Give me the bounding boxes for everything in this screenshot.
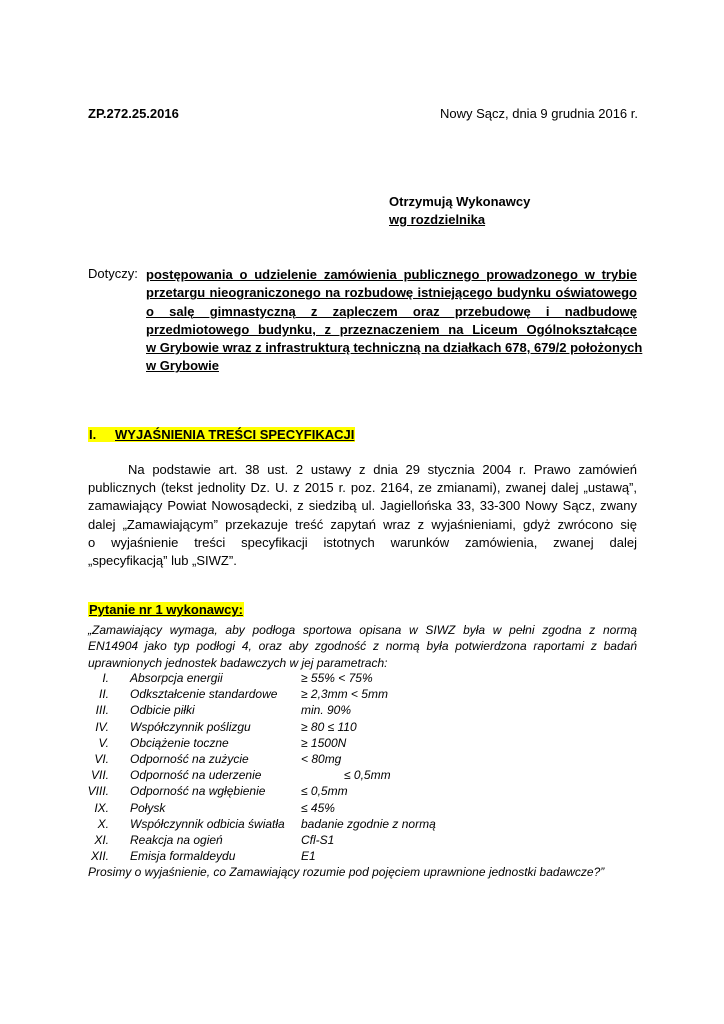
- subject-line: w Grybowie: [146, 358, 219, 374]
- parameter-label: Odporność na uderzenie: [130, 768, 262, 783]
- question-quote: [88, 622, 637, 671]
- quote-line: uprawnionych jednostek badawczych w jej parametrach:: [88, 655, 388, 670]
- parameter-value: ≥ 55% < 75%: [301, 671, 373, 685]
- parameter-label: Reakcja na ogień: [130, 832, 223, 847]
- parameter-list: [88, 670, 637, 864]
- parameter-number: II.: [98, 687, 109, 702]
- parameter-number: X.: [97, 816, 109, 831]
- parameter-number: VIII.: [87, 784, 109, 799]
- parameter-label: Odporność na wgłębienie: [130, 784, 266, 799]
- parameter-value: E1: [301, 849, 316, 864]
- parameter-number: VI.: [94, 751, 109, 766]
- parameter-row: [88, 767, 637, 783]
- question-title: Pytanie nr 1 wykonawcy:: [89, 602, 243, 617]
- section-number: I.: [89, 427, 97, 442]
- parameter-row: [88, 702, 637, 718]
- subject-line: o salę gimnastyczną z zapleczem oraz przebudowę i nadbudowę: [146, 303, 637, 319]
- quote-line: EN14904 jako typ podłogi 4, oraz aby zgodność z normą była potwierdzona raportami z badań: [88, 639, 637, 654]
- quote-line: „Zamawiający wymaga, aby podłoga sportowa opisana w SIWZ była w pełni zgodna z normą: [88, 623, 637, 637]
- parameter-number: VII.: [90, 768, 109, 783]
- parameter-value: badanie zgodnie z normą: [301, 816, 436, 831]
- parameter-number: XI.: [94, 832, 109, 847]
- place-and-date: Nowy Sącz, dnia 9 grudnia 2016 r.: [439, 106, 638, 121]
- distribution-list-line: wg rozdzielnika: [389, 212, 486, 227]
- section-heading: [88, 427, 355, 442]
- subject-line: przedmiotowego budynku, z przeznaczeniem na Liceum Ogólnokształcące: [146, 321, 637, 337]
- parameter-label: Obciążenie toczne: [130, 735, 229, 750]
- parameter-number: XII.: [90, 849, 109, 864]
- parameter-value: ≥ 1500N: [301, 735, 347, 750]
- parameter-label: Absorpcja energii: [130, 671, 223, 685]
- paragraph-line: dalej „Zamawiającym” przekazuje treść zapytań wraz z wyjaśnieniami, gdyż zwrócono się: [88, 516, 637, 532]
- paragraph-line: „specyfikacją” lub „SIWZ”.: [88, 553, 237, 569]
- parameter-label: Współczynnik odbicia światła: [130, 816, 285, 831]
- subject-text: [146, 266, 643, 376]
- parameter-number: I.: [102, 671, 109, 685]
- recipients-line: Otrzymują Wykonawcy: [389, 194, 531, 209]
- parameter-value: Cfl-S1: [301, 832, 335, 847]
- parameter-row: [88, 686, 637, 702]
- parameter-row: [88, 783, 637, 799]
- parameter-number: V.: [98, 735, 109, 750]
- parameter-value: ≤ 0,5mm: [301, 784, 348, 799]
- parameter-label: Połysk: [130, 800, 166, 815]
- paragraph-line: Na podstawie art. 38 ust. 2 ustawy z dnia 29 stycznia 2004 r. Prawo zamówień: [128, 462, 637, 477]
- parameter-number: III.: [95, 703, 109, 718]
- reference-number: ZP.272.25.2016: [88, 106, 179, 121]
- section-title: WYJAŚNIENIA TREŚCI SPECYFIKACJI: [115, 427, 355, 442]
- parameter-number: IX.: [94, 800, 109, 815]
- paragraph-line: publicznych (tekst jednolity Dz. U. z 2015 r. poz. 2164, ze zmianami), zwanej dalej „ustawą”,: [88, 480, 637, 496]
- paragraph-line: zamawiający Powiat Nowosądecki, z siedzibą ul. Jagiellońska 33, 33-300 Nowy Sącz, zwany: [88, 498, 637, 514]
- parameter-value: ≤ 45%: [301, 800, 335, 815]
- parameter-label: Odkształcenie standardowe: [130, 687, 278, 702]
- subject-label: Dotyczy:: [88, 266, 138, 281]
- parameter-number: IV.: [95, 719, 109, 734]
- parameter-label: Emisja formaldeydu: [130, 849, 236, 864]
- parameter-row: [88, 848, 637, 864]
- parameter-value: min. 90%: [301, 703, 352, 718]
- parameter-row: [88, 832, 637, 848]
- parameter-value: ≤ 0,5mm: [344, 768, 391, 783]
- parameter-row: [88, 670, 637, 686]
- subject-line: przetargu nieograniczonego na rozbudowę istniejącego budynku oświatowego: [146, 285, 637, 301]
- parameter-label: Współczynnik poślizgu: [130, 719, 251, 734]
- parameter-row: [88, 719, 637, 735]
- parameter-row: [88, 735, 637, 751]
- parameter-row: [88, 751, 637, 767]
- parameter-label: Odporność na zużycie: [130, 751, 249, 766]
- question-closing: Prosimy o wyjaśnienie, co Zamawiający rozumie pod pojęciem uprawnione jednostki badawcze?”: [88, 865, 605, 879]
- parameter-value: ≥ 2,3mm < 5mm: [301, 687, 388, 702]
- parameter-value: < 80mg: [301, 751, 342, 766]
- parameter-label: Odbicie piłki: [130, 703, 195, 718]
- intro-paragraph: [88, 461, 637, 570]
- paragraph-line: o wyjaśnienie treści specyfikacji istotnych warunków zamówienia, zwanej dalej: [88, 534, 637, 550]
- parameter-value: ≥ 80 ≤ 110: [301, 719, 357, 734]
- parameter-row: [88, 816, 637, 832]
- subject-line: w Grybowie wraz z infrastrukturą techniczną na działkach 678, 679/2 położonych: [146, 340, 643, 356]
- parameter-row: [88, 800, 637, 816]
- subject-line: postępowania o udzielenie zamówienia publicznego prowadzonego w trybie: [146, 267, 637, 282]
